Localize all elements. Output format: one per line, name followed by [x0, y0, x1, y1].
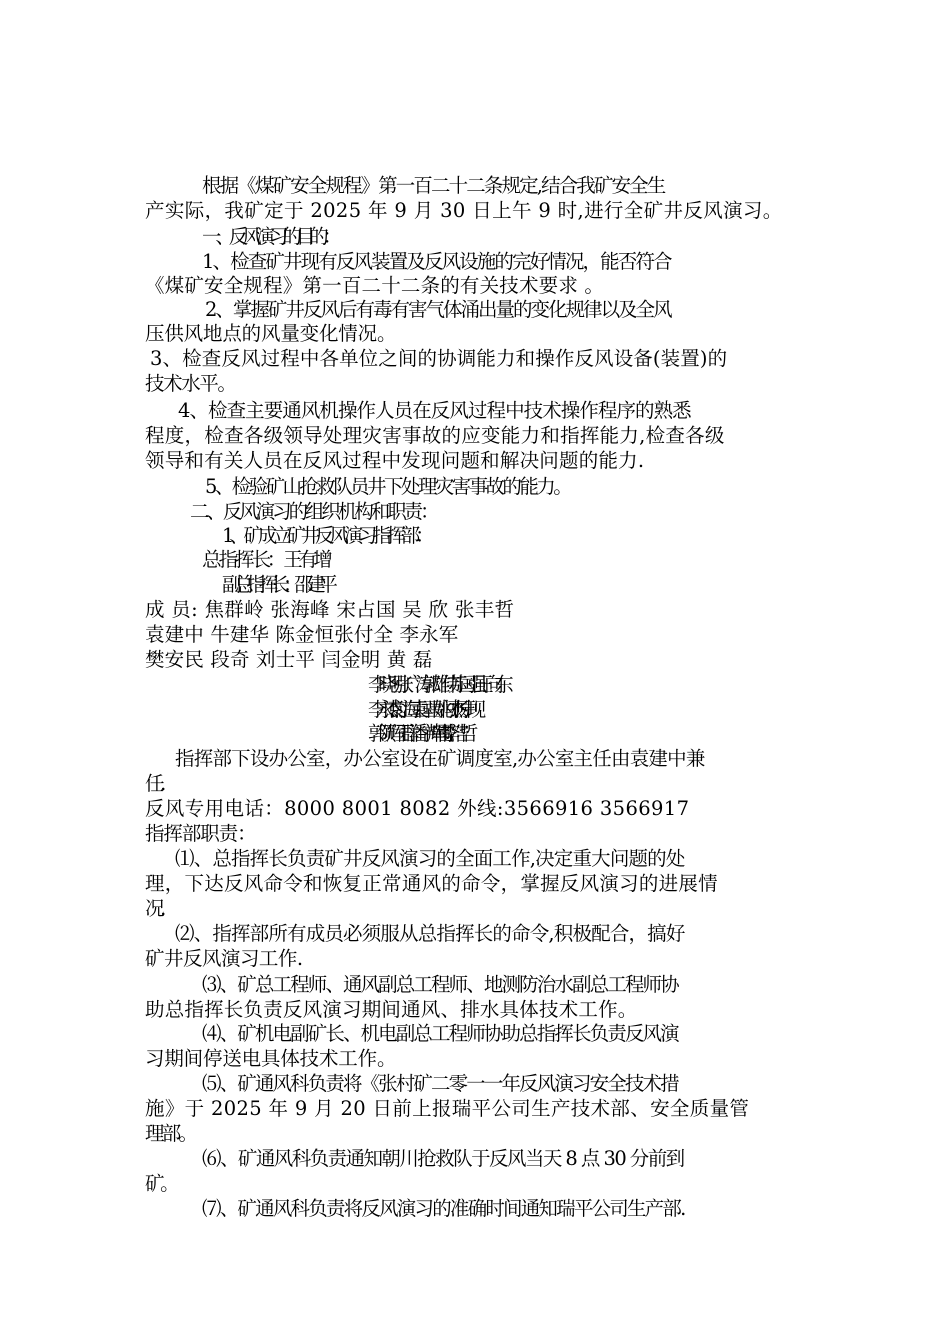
text-line: 矿井反风演习工作. [145, 947, 303, 970]
text-line: ⑺、矿通风科负责将反风演习的准确时间通知瑞平公司生产部. [202, 1197, 685, 1220]
text-line: 助总指挥长负责反风演习期间通风、排水具体技术工作。 [145, 998, 638, 1021]
text-line: 李永杰 袁江海袁国昌姚闯杰 杨中现 [368, 698, 475, 721]
text-line: ⑶、矿总工程师、通风副总工程师、地测防治水副总工程师协 [202, 973, 678, 996]
section-heading: 一、反风演习的目的： [202, 225, 337, 248]
text-line: 技术水平。 [145, 372, 236, 395]
text-line: 《煤矿安全规程》第一百二十二条的有关技术要求 。 [145, 274, 605, 297]
text-line: 反风专用电话：8000 8001 8082 外线:3566916 3566917 [145, 797, 690, 820]
text-line: 副总指挥长： 邵建平 [222, 573, 331, 596]
text-line: 程度，检查各级领导处理灾害事故的应变能力和指挥能力,检查各级 [145, 424, 725, 447]
text-line: 指挥部下设办公室，办公室设在矿调度室,办公室主任由袁建中兼 [175, 747, 705, 770]
text-line: ⑸、矿通风科负责将《张村矿二零一一年反风演习安全技术措 [202, 1072, 678, 1095]
text-line: ⑹、矿通风科负责通知朝川抢救队于反风当天 8 点 30 分前到 [202, 1147, 684, 1170]
text-line: 5、检验矿山抢救队员井下处理灾害事故的能力。 [205, 475, 571, 498]
text-line: 习期间停送电具体技术工作。 [145, 1047, 397, 1070]
text-line: ⑴、总指挥长负责矿井反风演习的全面工作,决定重大问题的处 [175, 847, 685, 870]
section-heading: 二、反风演习的组织机构和职责： [190, 500, 437, 523]
text-line: 2、掌握矿井反风后有毒有害气体涌出量的变化规律以及全风 [205, 298, 671, 321]
text-line: ⑵、指挥部所有成员必须服从总指挥长的命令,积极配合，搞好 [175, 922, 685, 945]
text-line: 3、检查反风过程中各单位之间的协调能力和操作反风设备(装置)的 [150, 347, 728, 370]
text-line: 袁建中 牛建华 陈金恒张付全 李永军 [145, 623, 459, 646]
text-line: 樊安民 段奇 刘士平 闫金明 黄 磊 [145, 648, 433, 671]
text-line: 况. [145, 897, 162, 920]
text-line: 压供风地点的风量变化情况。 [145, 322, 397, 345]
text-line: 根据《煤矿安全规程》第一百二十二条规定,结合我矿安全生 [202, 174, 665, 197]
text-line: 郭领辉王 群潘宇辉 韩 雷 李浩哲 [368, 722, 468, 745]
text-line: 矿。 [145, 1172, 176, 1195]
text-line: 理部。 [145, 1122, 196, 1145]
text-line: 1、检查矿井现有反风装置及反风设施的完好情况，能否符合 [202, 250, 671, 273]
text-line: 指挥部职责： [145, 822, 256, 845]
text-line: 总 指 挥 长： 王有增 [202, 548, 329, 571]
text-line: 理，下达反风命令和恢复正常通风的命令，掌握反风演习的进展情 [145, 872, 718, 895]
text-line: 产实际，我矿定于 2025 年 9 月 30 日上午 9 时,进行全矿井反风演习。 [145, 199, 783, 222]
text-line: ⑷、矿机电副矿长、机电副总工程师协助总指挥长负责反风演 [202, 1022, 678, 1045]
text-line: 任. [145, 772, 162, 795]
text-line: 4、检查主要通风机操作人员在反风过程中技术操作程序的熟悉 [178, 399, 691, 422]
text-line: 领导和有关人员在反风过程中发现问题和解决问题的能力. [145, 449, 645, 472]
text-line: 施》于 2025 年 9 月 20 日前上报瑞平公司生产技术部、安全质量管 [145, 1097, 750, 1120]
text-line: 1、矿成立矿井反风演习指挥部： [222, 524, 430, 547]
text-line: 成 员: 焦群岭 张海峰 宋占国 吴 欣 张丰哲 [145, 598, 515, 621]
text-line: 李晓明 张广涛 郭雄伟 苏国强 王向东 [368, 673, 505, 696]
